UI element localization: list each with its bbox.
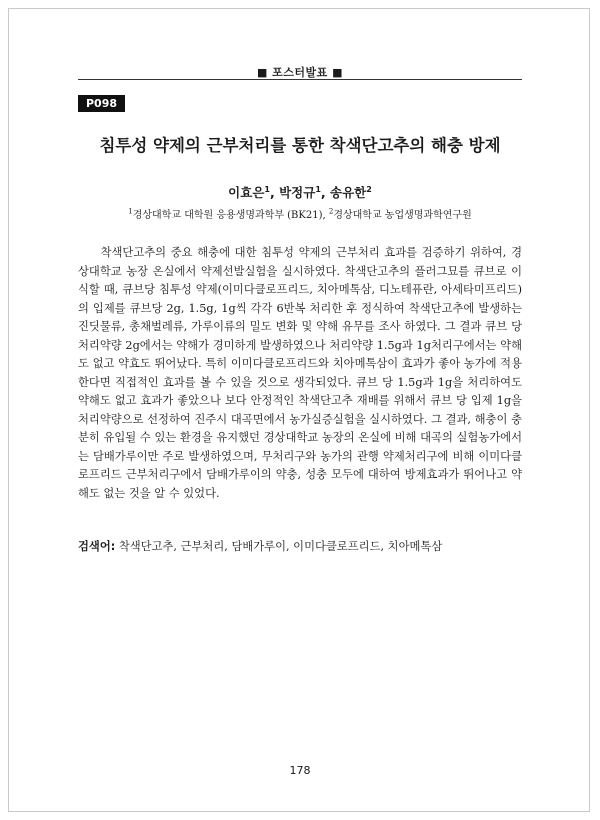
affiliation-mark: 1: [128, 207, 133, 216]
affiliation-list: [78, 206, 522, 221]
keywords-label: 검색어:: [78, 540, 116, 553]
abstract-body: 착색단고추의 중요 해충에 대한 침투성 약제의 근부처리 효과를 검증하기 위하여, 경상대학교 농장 온실에서 약제선발실험을 실시하였다. 착색단고추의 플러그묘를 큐브로 이식할 때, 큐브당 침투성 약제(이미다클로프리드, 치아메톡삼, 디노테퓨란, 아세타미프리드)의 입제를 큐브당 2g, 1.5g, 1g씩 각각 6반복 처리한 후 정식하여 착색단고추에 발생하는 진딧물류, 총채벌레류, 가루이류의 밀도 변화 및 약해 유무를 조사 하였다. 그 결과 큐브 당 처리약량 2g에서는 약해가 경미하게 발생하였으나 처리약량 1.5g과 1g처리구에서는 약해도 없고 약효도 뛰어났다. 특히 이미다클로프리드와 치아메톡삼이 효과가 좋아 농가에 적용 한다면 직접적인 효과를 볼 수 있을 것으로 생각되었다. 큐브 당 1.5g과 1g을 처리하여도 약해도 없고 효과가 좋았으나 보다 안정적인 착색단고추 재배를 위해서 큐브 당 입제 1g을 처리약량으로 선정하여 진주시 대곡면에서 농가실증실험을 실시하였다. 그 결과, 해충이 충분히 유입될 수 있는 환경을 유지했던 경상대학교 농장의 온실에 비해 대곡의 실험농가에서는 담배가루이만 주로 발생하였으며, 무처리구와 농가의 관행 약제처리구에 비해 이미다클로프리드 근부처리구에서 담배가루이의 약충, 성충 모두에 대하여 방제효과가 뛰어나고 약해도 없는 것을 알 수 있었다.: [78, 246, 522, 500]
paper-title: 침투성 약제의 근부처리를 통한 착색단고추의 해충 방제: [99, 136, 501, 155]
author-affiliation-mark: 2: [366, 184, 372, 194]
keywords-text: 착색단고추, 근부처리, 담배가루이, 이미다클로프리드, 치아메톡삼: [118, 540, 443, 553]
affiliation-text: 경상대학교 농업생명과학연구원: [333, 210, 472, 221]
author-name: 박정규: [279, 185, 316, 200]
author-list: 이효은$^1$, 박정규$^1$, 송유한$^2$: [228, 184, 372, 200]
poster-id-badge: P098: [78, 95, 125, 112]
affiliation-text: 경상대학교 대학원 응용생명과학부 (BK21),: [132, 210, 329, 221]
affiliation-mark: 2: [328, 207, 334, 216]
author-name: 송유한: [330, 185, 367, 200]
header-rule: [78, 79, 522, 80]
author-affiliation-mark: 1: [264, 184, 270, 194]
keywords-line: [78, 538, 522, 554]
author-affiliation-mark: 1: [315, 184, 321, 194]
section-header: ■ 포스터발표 ■: [256, 66, 344, 79]
page-number: 178: [289, 764, 311, 777]
author-name: 이효은: [228, 185, 265, 200]
